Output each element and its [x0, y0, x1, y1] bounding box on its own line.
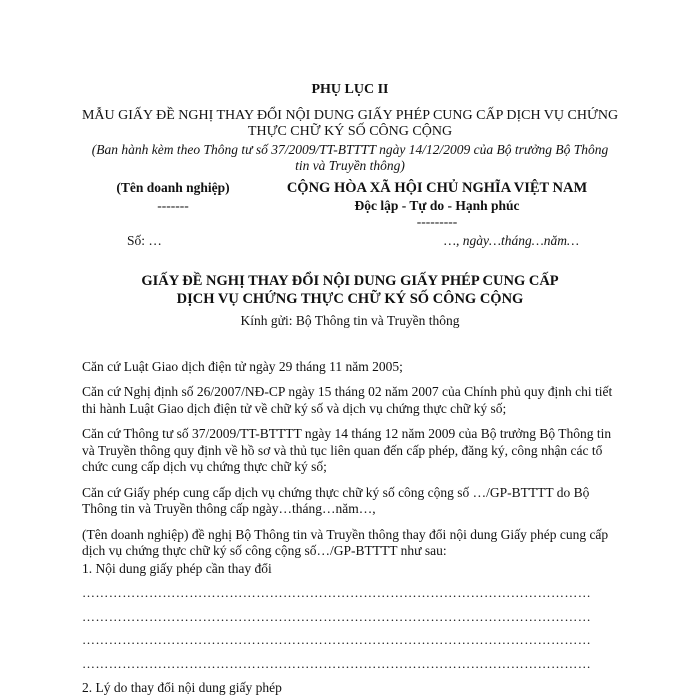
motto-divider: ---------	[416, 214, 458, 229]
legal-basis-paragraph: Căn cứ Thông tư số 37/2009/TT-BTTTT ngày 14 tháng 12 năm 2009 của Bộ trưởng Bộ Thông tin và Truyền thông quy định về hồ sơ và thủ tục liên quan đến cấp phép, đăng ký, công nhận các tổ chức cung cấp dịch vụ chứng thực chữ ký số;	[82, 426, 612, 475]
document-number: Số: …	[127, 233, 162, 248]
document-title	[100, 272, 600, 308]
fill-in-line: ……………………………………………………………………………………………………	[82, 585, 592, 600]
fill-in-line: ……………………………………………………………………………………………………	[82, 609, 592, 624]
legal-basis-paragraph: Căn cứ Luật Giao dịch điện tử ngày 29 tháng 11 năm 2005;	[82, 359, 403, 374]
national-motto: Độc lập - Tự do - Hạnh phúc	[354, 198, 520, 213]
recipient-line: Kính gửi: Bộ Thông tin và Truyền thông	[240, 313, 460, 328]
fill-in-line: ……………………………………………………………………………………………………	[82, 656, 592, 671]
fill-in-line: ……………………………………………………………………………………………………	[82, 632, 592, 647]
company-divider: -------	[157, 198, 189, 213]
legal-basis-paragraph: Căn cứ Nghị định số 26/2007/NĐ-CP ngày 15 tháng 02 năm 2007 của Chính phủ quy định chi tiết thi hành Luật Giao dịch điện tử về chữ ký số và dịch vụ chứng thực chữ ký số;	[82, 384, 613, 416]
section-1-heading: 1. Nội dung giấy phép cần thay đổi	[82, 561, 272, 576]
document-date: …, ngày…tháng…năm…	[444, 233, 580, 248]
issued-note: (Ban hành kèm theo Thông tư số 37/2009/TT-BTTTT ngày 14/12/2009 của Bộ trưởng Bộ Thông tin và Truyền thông)	[91, 142, 609, 174]
request-paragraph: (Tên doanh nghiệp) đề nghị Bộ Thông tin và Truyền thông thay đổi nội dung Giấy phép cung cấp dịch vụ chứng thực chữ ký số công cộng số…/GP-BTTTT như sau:	[82, 526, 609, 559]
form-title: MẪU GIẤY ĐỀ NGHỊ THAY ĐỔI NỘI DUNG GIẤY PHÉP CUNG CẤP DỊCH VỤ CHỨNG THỰC CHỮ KÝ SỐ CÔNG CỘNG	[81, 108, 619, 140]
section-2-heading: 2. Lý do thay đổi nội dung giấy phép	[82, 680, 282, 695]
nation-name: CỘNG HÒA XÃ HỘI CHỦ NGHĨA VIỆT NAM	[286, 180, 588, 196]
document-title-line-2: DỊCH VỤ CHỨNG THỰC CHỮ KÝ SỐ CÔNG CỘNG	[176, 291, 524, 308]
annex-heading: PHỤ LỤC II	[311, 82, 389, 97]
document-title-line-1: GIẤY ĐỀ NGHỊ THAY ĐỔI NỘI DUNG GIẤY PHÉP CUNG CẤP	[141, 273, 559, 289]
body-paragraphs	[82, 359, 622, 569]
legal-basis-paragraph: Căn cứ Giấy phép cung cấp dịch vụ chứng thực chữ ký số công cộng số …/GP-BTTTT do Bộ Thông tin và Truyền thông cấp ngày…tháng…năm…,	[82, 484, 590, 517]
company-name: (Tên doanh nghiệp)	[116, 180, 230, 195]
